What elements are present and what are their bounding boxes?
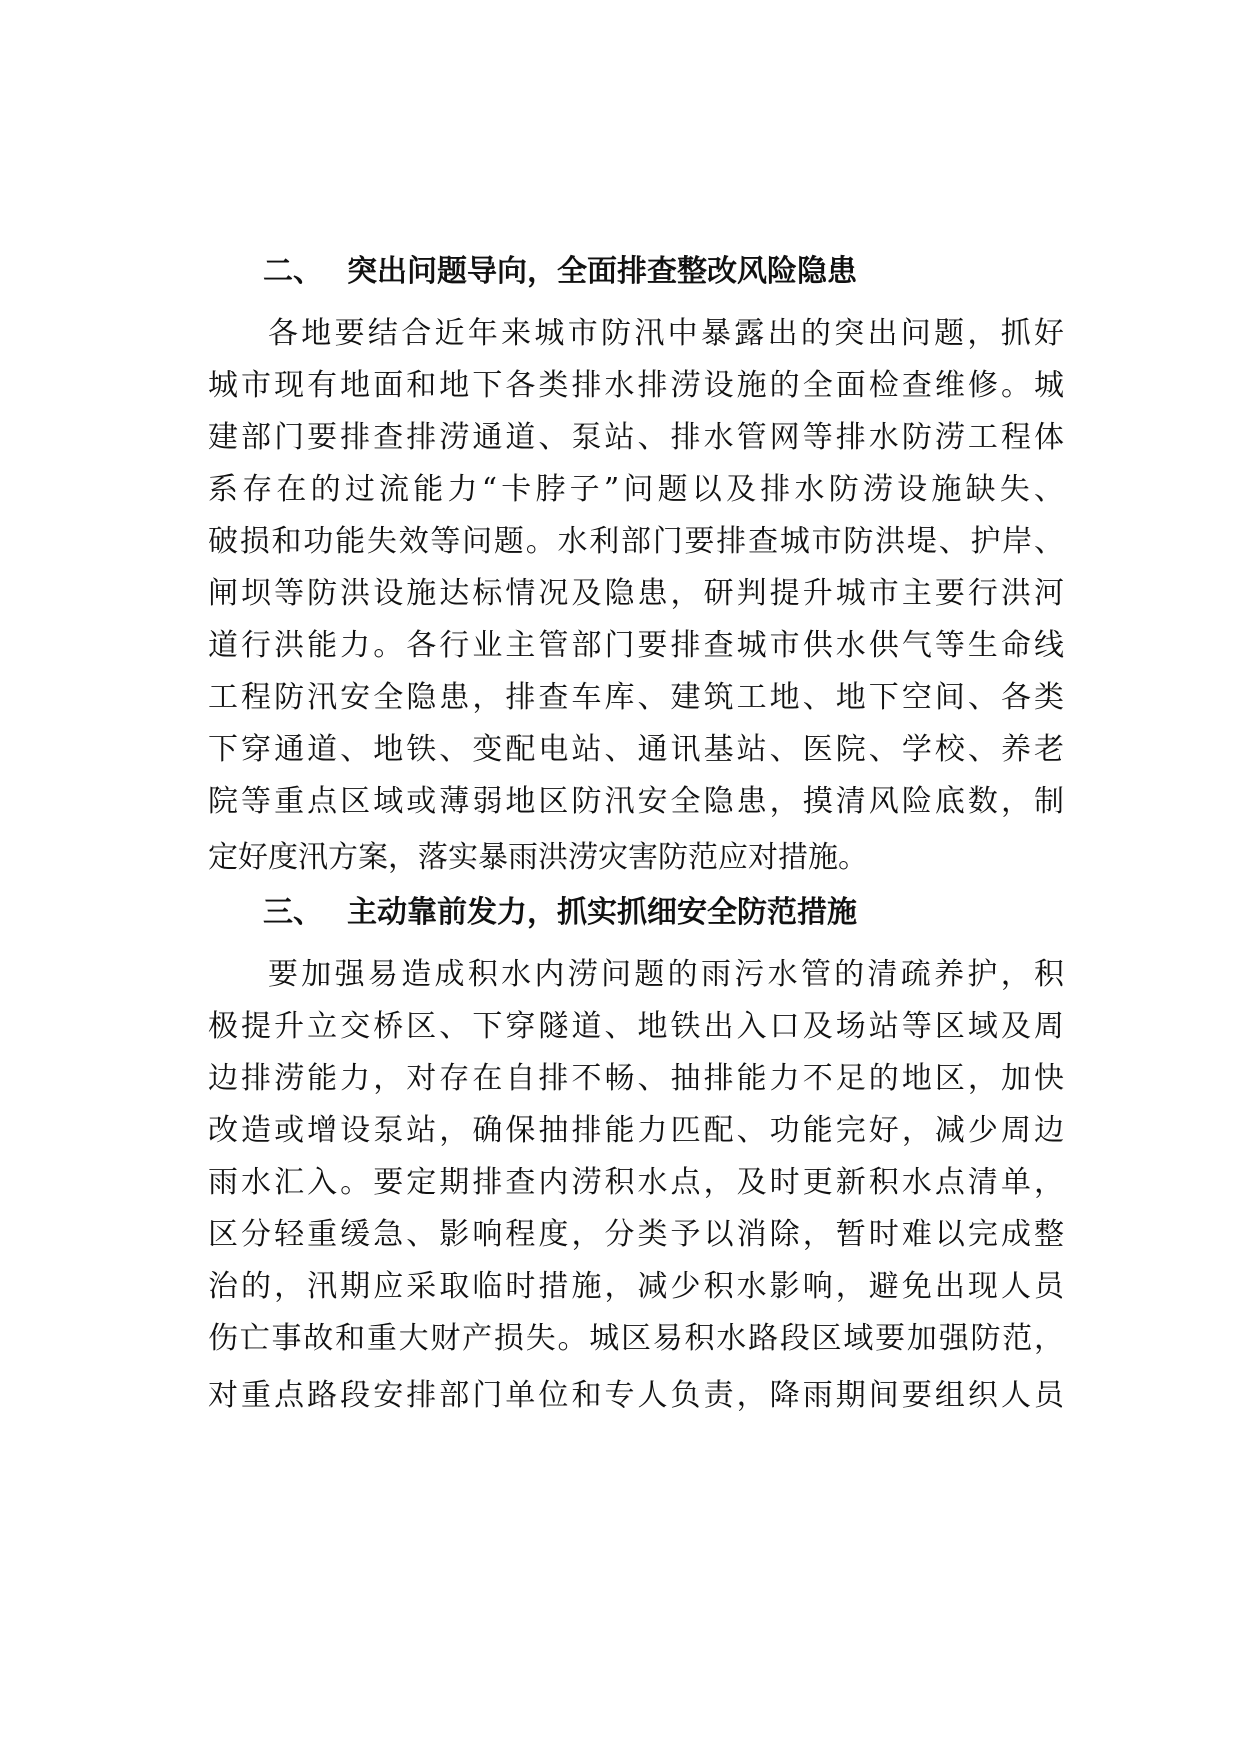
paragraph-line: 改造或增设泵站，确保抽排能力匹配、功能完好，减少周边: [208, 1113, 1064, 1148]
paragraph-line: 区分轻重缓急、影响程度，分类予以消除，暂时难以完成整: [208, 1217, 1064, 1252]
section-title: 突出问题导向，全面排查整改风险隐患: [347, 254, 857, 289]
section-number: 二、: [263, 254, 323, 289]
paragraph-line: 闸坝等防洪设施达标情况及隐患，研判提升城市主要行洪河: [208, 576, 1064, 611]
paragraph-line: 下穿通道、地铁、变配电站、通讯基站、医院、学校、养老: [208, 732, 1064, 767]
paragraph-line: 各地要结合近年来城市防汛中暴露出的突出问题，抓好: [268, 316, 1064, 351]
paragraph-line: 边排涝能力，对存在自排不畅、抽排能力不足的地区，加快: [208, 1061, 1064, 1096]
section-number: 三、: [263, 895, 323, 930]
paragraph-line: 建部门要排查排涝通道、泵站、排水管网等排水防涝工程体: [208, 420, 1064, 455]
paragraph-line: 雨水汇入。要定期排查内涝积水点，及时更新积水点清单，: [208, 1165, 1064, 1200]
paragraph-line: 伤亡事故和重大财产损失。城区易积水路段区域要加强防范，: [208, 1321, 1064, 1356]
paragraph-line: 定好度汛方案，落实暴雨洪涝灾害防范应对措施。: [208, 840, 868, 875]
paragraph-line: 道行洪能力。各行业主管部门要排查城市供水供气等生命线: [208, 628, 1064, 663]
paragraph-line: 对重点路段安排部门单位和专人负责，降雨期间要组织人员: [208, 1378, 1064, 1413]
paragraph-line: 治的，汛期应采取临时措施，减少积水影响，避免出现人员: [208, 1269, 1064, 1304]
section-title: 主动靠前发力，抓实抓细安全防范措施: [347, 895, 857, 930]
paragraph-line: 院等重点区域或薄弱地区防汛安全隐患，摸清风险底数，制: [208, 784, 1064, 819]
paragraph-line: 破损和功能失效等问题。水利部门要排查城市防洪堤、护岸、: [208, 524, 1064, 559]
paragraph-line: 极提升立交桥区、下穿隧道、地铁出入口及场站等区域及周: [208, 1009, 1064, 1044]
paragraph-line: 工程防汛安全隐患，排查车库、建筑工地、地下空间、各类: [208, 680, 1064, 715]
paragraph-line: 城市现有地面和地下各类排水排涝设施的全面检查维修。城: [208, 368, 1064, 403]
paragraph-line: 系存在的过流能力“卡脖子”问题以及排水防涝设施缺失、: [208, 472, 1064, 507]
paragraph-line: 要加强易造成积水内涝问题的雨污水管的清疏养护，积: [268, 957, 1064, 992]
